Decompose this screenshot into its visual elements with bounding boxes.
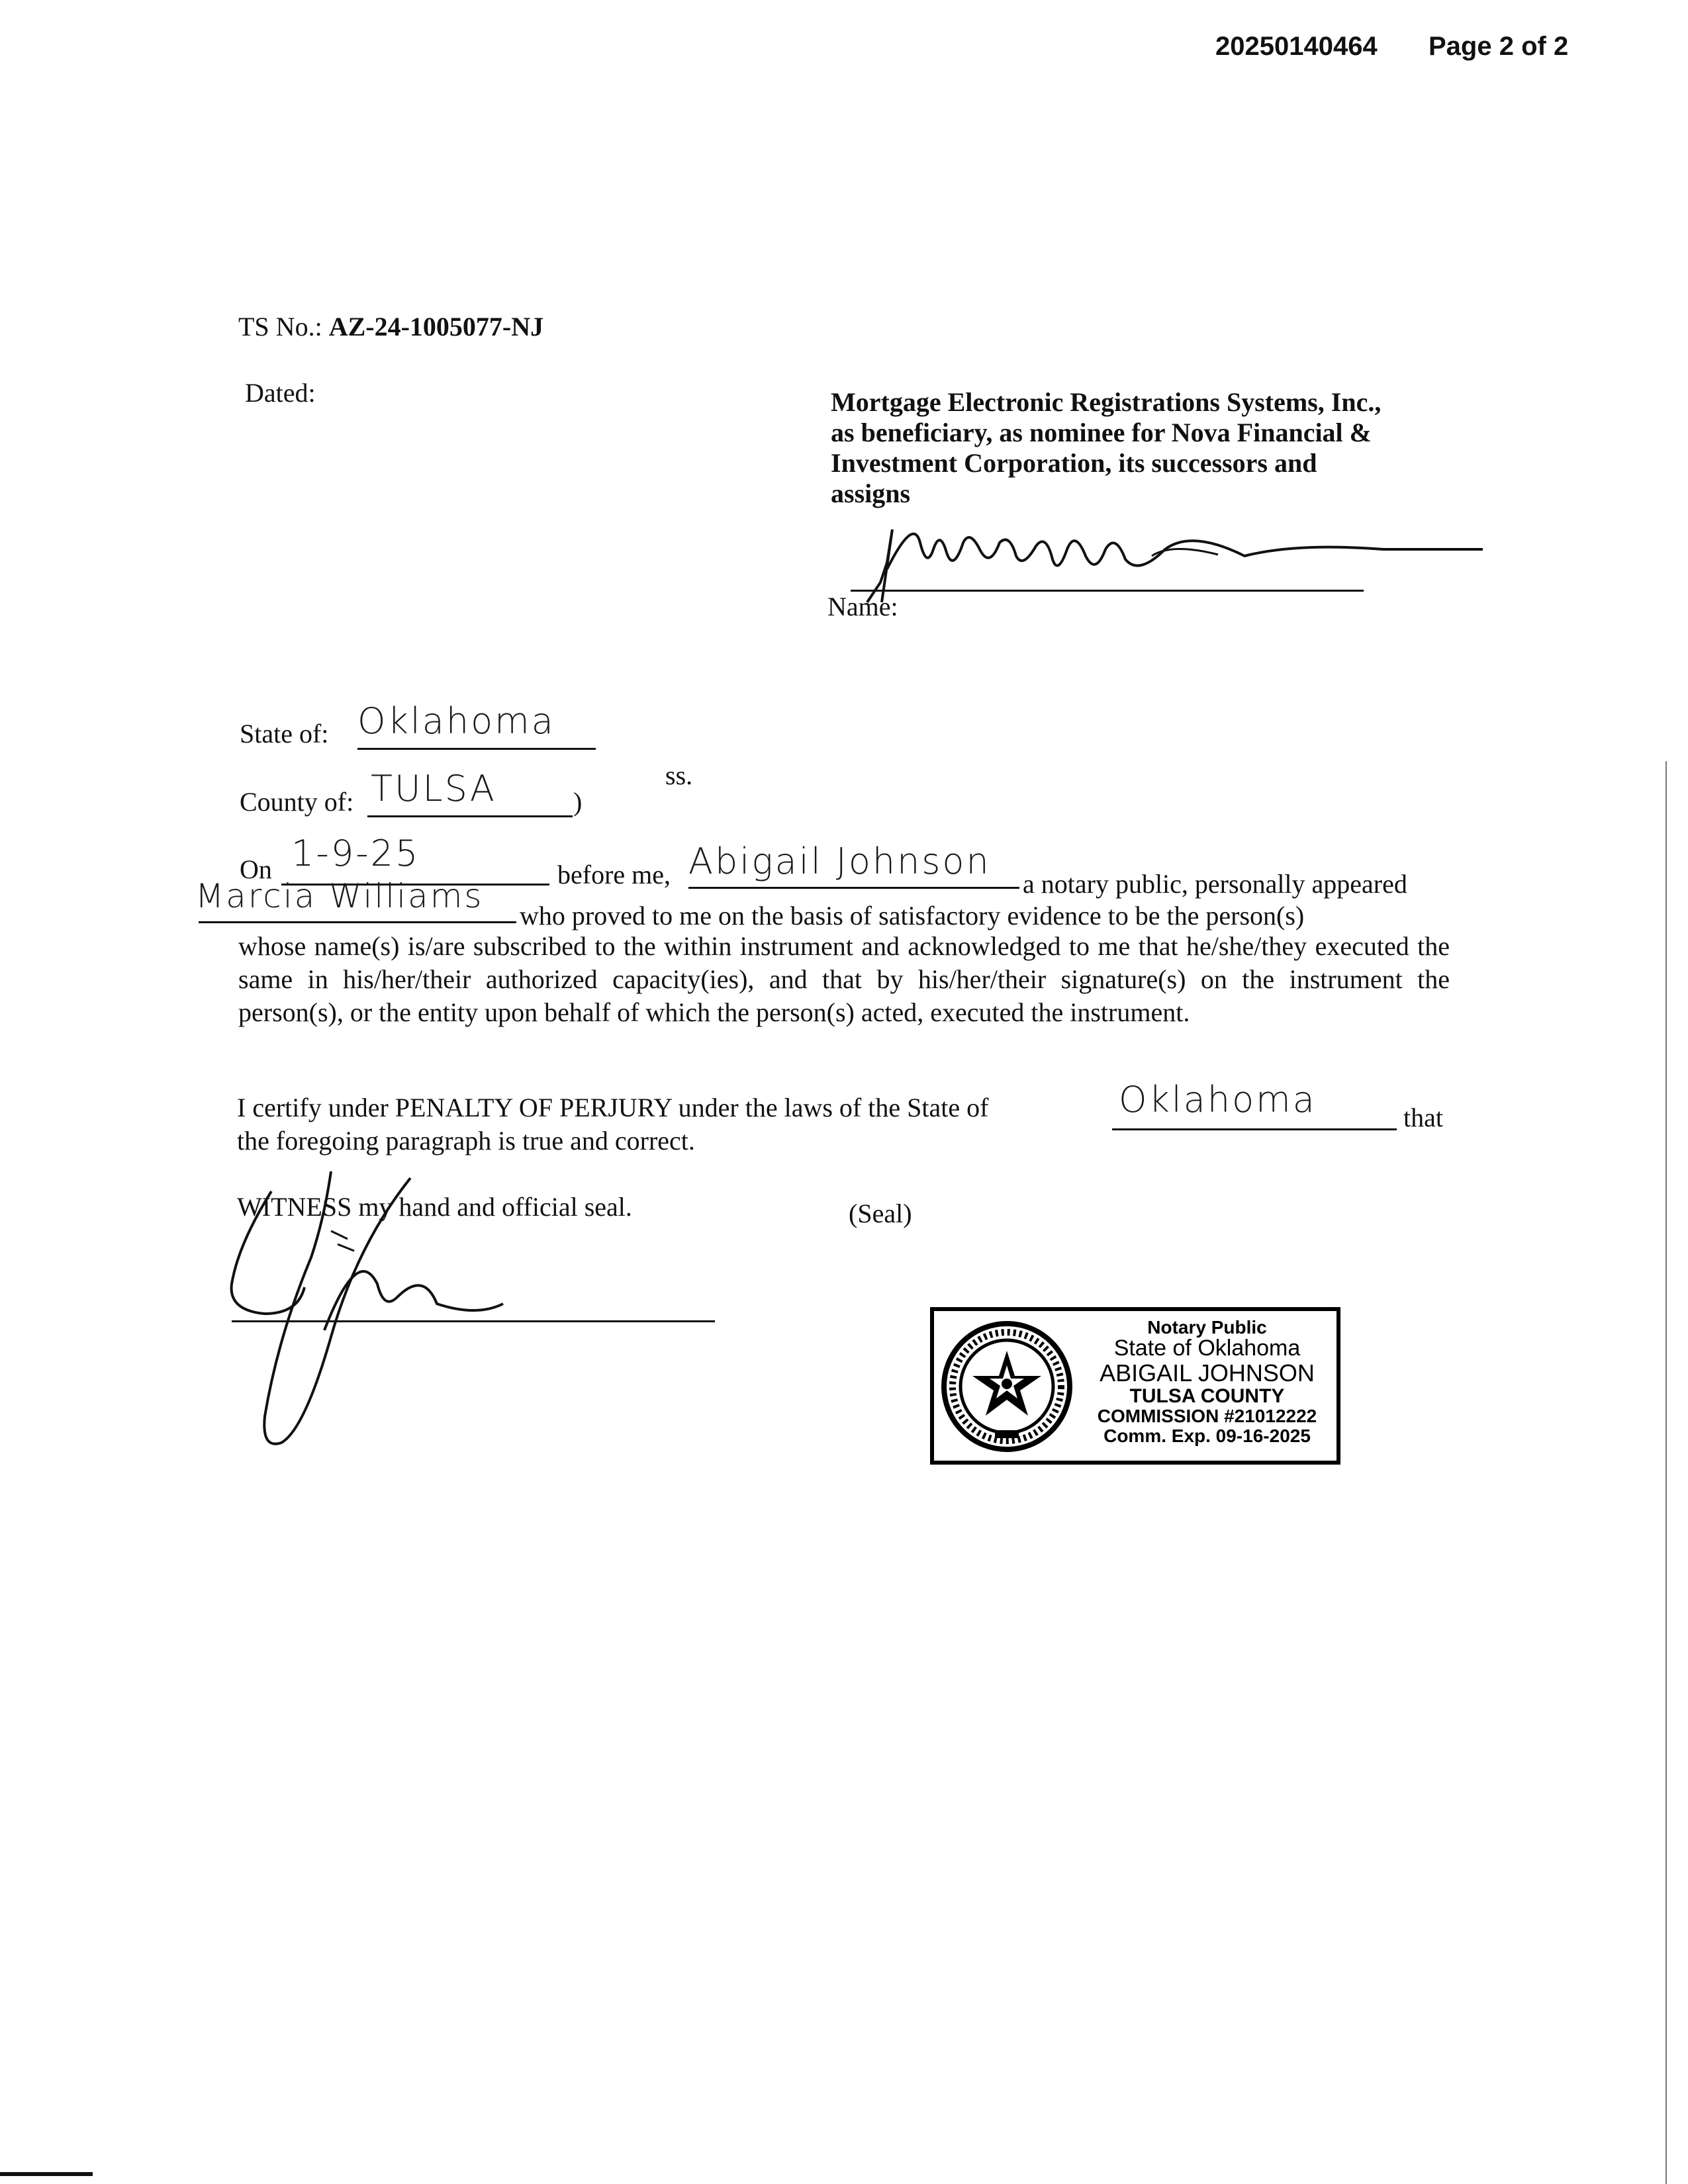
county-paren: ) bbox=[573, 787, 583, 817]
certify-line2: the foregoing paragraph is true and correct. bbox=[237, 1126, 695, 1156]
recording-number: 20250140464 bbox=[1215, 32, 1378, 61]
appeared-name-line bbox=[199, 921, 516, 923]
on-label: On bbox=[240, 854, 272, 884]
state-label: State of: bbox=[240, 719, 329, 749]
certify-state-line bbox=[1112, 1128, 1397, 1130]
ts-number bbox=[238, 311, 543, 342]
seal-label: (Seal) bbox=[849, 1199, 912, 1228]
state-line bbox=[357, 748, 596, 750]
stamp-text bbox=[1080, 1318, 1335, 1445]
ts-label: TS No.: bbox=[238, 312, 322, 341]
beneficiary-line: Investment Corporation, its successors and bbox=[831, 448, 1317, 478]
signature-line bbox=[851, 590, 1364, 592]
beneficiary-line: assigns bbox=[831, 478, 911, 508]
witness-signature-line bbox=[232, 1320, 715, 1322]
certify-state: Oklahoma bbox=[1119, 1079, 1317, 1120]
notary-signature bbox=[225, 1165, 728, 1469]
stamp-line: Comm. Exp. 09-16-2025 bbox=[1103, 1425, 1311, 1446]
beneficiary-block bbox=[831, 387, 1381, 509]
dated-label: Dated: bbox=[245, 378, 316, 408]
ss-label: ss. bbox=[665, 760, 693, 790]
page-indicator: Page 2 of 2 bbox=[1429, 32, 1569, 61]
stamp-line: State of Oklahoma bbox=[1113, 1336, 1301, 1361]
stamp-line: COMMISSION #21012222 bbox=[1097, 1406, 1317, 1427]
name-label: Name: bbox=[827, 592, 898, 621]
stamp-line: Notary Public bbox=[1147, 1317, 1267, 1338]
before-me: before me, bbox=[557, 860, 671, 889]
notary-handwritten-name: Abigail Johnson bbox=[688, 841, 991, 882]
ack-line1-rest: who proved to me on the basis of satisfactory evidence to be the person(s) bbox=[520, 901, 1305, 931]
beneficiary-signature bbox=[821, 503, 1496, 622]
stamp-line: TULSA COUNTY bbox=[1129, 1385, 1285, 1407]
certify-that: that bbox=[1403, 1103, 1443, 1132]
ack-paragraph: whose name(s) is/are subscribed to the within instrument and acknowledged to me that he/she/they executed the same in his/her/their authorized capacity(ies), and that by his/her/their signature(s) on the instrument the person(s), or the entity upon behalf of which the person(s) acted, executed the instrument. bbox=[238, 931, 1450, 1027]
ack-after-name: a notary public, personally appeared bbox=[1023, 869, 1407, 899]
scan-corner-mark bbox=[0, 2172, 93, 2176]
ts-value: AZ-24-1005077-NJ bbox=[328, 312, 544, 341]
beneficiary-line: as beneficiary, as nominee for Nova Financial & bbox=[831, 418, 1372, 447]
notary-stamp bbox=[930, 1307, 1340, 1465]
county-label: County of: bbox=[240, 787, 354, 817]
county-line bbox=[367, 815, 573, 817]
witness-text: WITNESS my hand and official seal. bbox=[237, 1192, 632, 1222]
appeared-name: Marcia Williams bbox=[195, 877, 484, 915]
certify-prefix: I certify under PENALTY OF PERJURY under the laws of the State of bbox=[237, 1093, 989, 1122]
beneficiary-line: Mortgage Electronic Registrations Systems, Inc., bbox=[831, 387, 1382, 417]
state-value: Oklahoma bbox=[357, 700, 555, 742]
notary-name-line bbox=[688, 887, 1019, 889]
county-value: TULSA bbox=[371, 768, 496, 809]
scan-edge-line bbox=[1665, 761, 1667, 2184]
ack-date: 1-9-25 bbox=[291, 833, 420, 874]
stamp-line: ABIGAIL JOHNSON bbox=[1100, 1359, 1315, 1387]
state-seal-icon bbox=[941, 1319, 1073, 1455]
